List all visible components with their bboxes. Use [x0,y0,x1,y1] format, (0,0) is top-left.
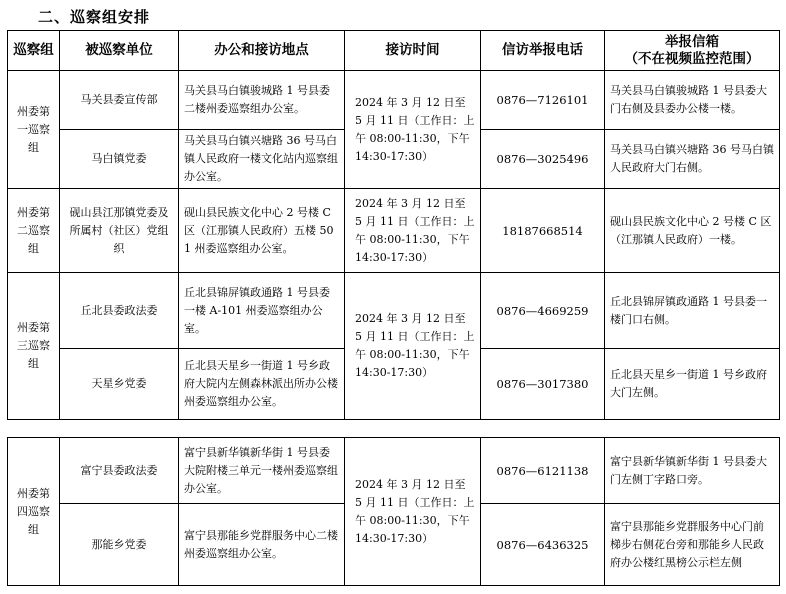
address-cell: 丘北县锦屏镇政通路 1 号县委一楼 A-101 州委巡察组办公室。 [179,273,345,349]
mailbox-cell: 丘北县锦屏镇政通路 1 号县委一楼门口右侧。 [605,273,780,349]
table-row [8,189,780,273]
visit-time-cell: 2024 年 3 月 12 日至 5 月 11 日（工作日：上午 08:00-11:30，下午 14:30-17:30） [345,438,481,586]
mailbox-cell: 富宁县那能乡党群服务中心门前梯步右侧花台旁和那能乡人民政府办公楼红黑榜公示栏左侧 [605,504,780,586]
unit-cell: 富宁县委政法委 [60,438,179,504]
visit-time-cell: 2024 年 3 月 12 日至 5 月 11 日（工作日：上午 08:00-11:30，下午 14:30-17:30） [345,71,481,189]
table-header-row [8,31,780,71]
address-cell: 丘北县天星乡一街道 1 号乡政府大院内左侧森林派出所办公楼州委巡察组办公室。 [179,349,345,420]
header-phone: 信访举报电话 [481,31,605,71]
group-name: 州委第四巡察组 [8,438,60,586]
phone-cell: 0876—3025496 [481,130,605,189]
unit-cell: 丘北县委政法委 [60,273,179,349]
group-name: 州委第三巡察组 [8,273,60,420]
header-group: 巡察组 [8,31,60,71]
address-cell: 马关县马白镇兴塘路 36 号马白镇人民政府一楼文化站内巡察组办公室。 [179,130,345,189]
unit-cell: 天星乡党委 [60,349,179,420]
address-cell: 富宁县那能乡党群服务中心二楼州委巡察组办公室。 [179,504,345,586]
visit-time-cell: 2024 年 3 月 12 日至 5 月 11 日（工作日：上午 08:00-11:30，下午 14:30-17:30） [345,273,481,420]
header-mailbox [605,31,780,71]
unit-cell: 砚山县江那镇党委及所属村（社区）党组织 [60,189,179,273]
table-row [8,71,780,130]
header-mailbox-title: 举报信箱 [665,33,719,50]
mailbox-cell: 砚山县民族文化中心 2 号楼 C 区（江那镇人民政府）一楼。 [605,189,780,273]
phone-cell: 18187668514 [481,189,605,273]
address-cell: 砚山县民族文化中心 2 号楼 C 区（江那镇人民政府）五楼 501 州委巡察组办公室。 [179,189,345,273]
phone-cell: 0876—6436325 [481,504,605,586]
section-heading: 二、巡察组安排 [38,8,151,26]
table-row [8,438,780,504]
header-unit: 被巡察单位 [60,31,179,71]
address-cell: 马关县马白镇骏城路 1 号县委二楼州委巡察组办公室。 [179,71,345,130]
visit-time-cell: 2024 年 3 月 12 日至 5 月 11 日（工作日：上午 08:00-11:30，下午 14:30-17:30） [345,189,481,273]
header-address: 办公和接访地点 [179,31,345,71]
group-name: 州委第一巡察组 [8,71,60,189]
unit-cell: 马白镇党委 [60,130,179,189]
mailbox-cell: 马关县马白镇兴塘路 36 号马白镇人民政府大门右侧。 [605,130,780,189]
schedule-table-continued [7,437,780,586]
schedule-table [7,30,780,420]
header-time: 接访时间 [345,31,481,71]
unit-cell: 马关县委宣传部 [60,71,179,130]
unit-cell: 那能乡党委 [60,504,179,586]
address-cell: 富宁县新华镇新华街 1 号县委大院附楼三单元一楼州委巡察组办公室。 [179,438,345,504]
phone-cell: 0876—3017380 [481,349,605,420]
header-mailbox-note: （不在视频监控范围） [624,50,760,67]
mailbox-cell: 丘北县天星乡一街道 1 号乡政府大门左侧。 [605,349,780,420]
mailbox-cell: 富宁县新华镇新华街 1 号县委大门左侧丁字路口旁。 [605,438,780,504]
phone-cell: 0876—4669259 [481,273,605,349]
group-name: 州委第二巡察组 [8,189,60,273]
table-row [8,273,780,349]
mailbox-cell: 马关县马白镇骏城路 1 号县委大门右侧及县委办公楼一楼。 [605,71,780,130]
phone-cell: 0876—6121138 [481,438,605,504]
phone-cell: 0876—7126101 [481,71,605,130]
